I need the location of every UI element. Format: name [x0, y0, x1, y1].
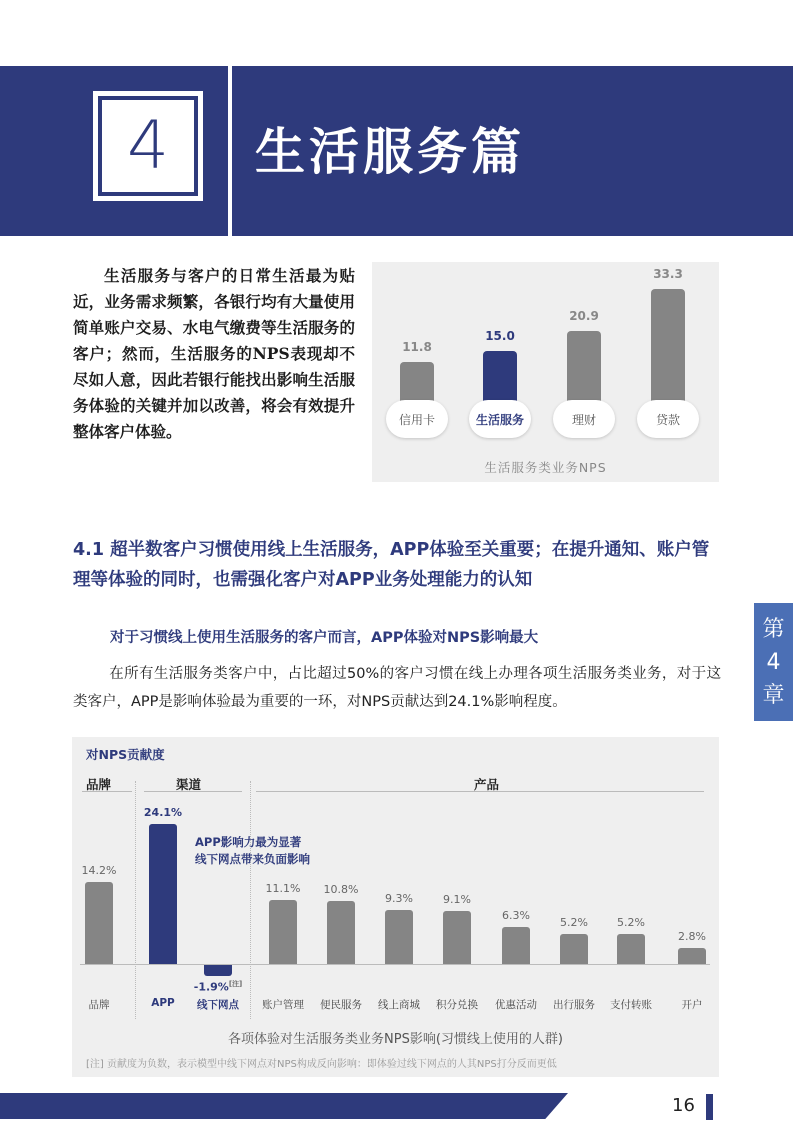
nps-chart-caption: 生活服务类业务NPS [484, 460, 607, 475]
side-tab-char: 第 [762, 616, 785, 642]
contribution-value-label: 14.2% [81, 863, 117, 877]
contribution-category-label: 账户管理 [262, 999, 304, 1011]
annotation-line: APP影响力最为显著 [195, 835, 302, 849]
nps-value-label: 20.9 [569, 309, 599, 324]
contribution-bar [560, 934, 588, 964]
nps-value-label: 11.8 [402, 340, 432, 355]
group-divider [82, 791, 132, 792]
group-separator [250, 781, 251, 1019]
section-body: 在所有生活服务类客户中，占比超过50%的客户习惯在线上办理各项生活服务类业务，对于这类客户，APP是影响体验最为重要的一环，对NPS贡献达到24.1%影响程度。 [73, 666, 721, 710]
contribution-bar [678, 948, 706, 964]
group-label: 渠道 [176, 777, 202, 792]
contribution-category-label: 品牌 [88, 999, 110, 1011]
x-axis [80, 964, 710, 965]
contribution-category-label: 优惠活动 [495, 999, 537, 1011]
page-number-marker [706, 1094, 713, 1120]
contribution-bar [385, 910, 413, 964]
contribution-chart-title: 对NPS贡献度 [86, 747, 165, 762]
chapter-number: 4 [127, 107, 169, 184]
nps-category-label: 理财 [553, 400, 615, 438]
contribution-value-label: -1.9%[注] [193, 980, 243, 994]
intro-paragraph: 生活服务与客户的日常生活最为贴近，业务需求频繁，各银行均有大量使用简单账户交易、水电气缴费等生活服务的客户；然而，生活服务的NPS表现却不尽如人意，因此若银行能找出影响生活服务体验的关键并加以改善，将会有效提升整体客户体验。 [73, 266, 355, 441]
contribution-category-label: 线上商城 [378, 999, 420, 1011]
contribution-chart-footnote: [注] 贡献度为负数，表示模型中线下网点对NPS构成反向影响：即体验过线下网点的人其NPS打分反而更低 [86, 1059, 557, 1070]
contribution-value-label: 6.3% [502, 909, 530, 923]
contribution-category-label: APP [151, 997, 175, 1009]
nps-category-label: 信用卡 [386, 400, 448, 438]
contribution-category-label: 开户 [681, 999, 703, 1011]
note-marker: [注] [228, 980, 243, 989]
contribution-category-label: 支付转账 [610, 999, 652, 1011]
section-heading: 4.1 超半数客户习惯使用线上生活服务，APP体验至关重要；在提升通知、账户管理等体验的同时，也需强化客户对APP业务处理能力的认知 [73, 540, 710, 590]
nps-category-label: 贷款 [637, 400, 699, 438]
nps-bar [651, 289, 685, 414]
contribution-bar [269, 900, 297, 964]
section-subheading: 对于习惯线上使用生活服务的客户而言，APP体验对NPS影响最大 [110, 630, 539, 646]
nps-value-label: 33.3 [653, 267, 683, 282]
contribution-chart-caption: 各项体验对生活服务类业务NPS影响(习惯线上使用的人群) [228, 1032, 563, 1047]
contribution-value-label: 2.8% [678, 929, 706, 943]
contribution-bar [85, 882, 113, 964]
contribution-value-label: 11.1% [265, 881, 301, 895]
contribution-value-label: 5.2% [617, 915, 645, 929]
contribution-category-label: 积分兑换 [436, 999, 478, 1011]
contribution-bar [149, 824, 177, 964]
page-number: 16 [672, 1095, 695, 1116]
chapter-number-box [93, 91, 203, 201]
contribution-chart [72, 737, 719, 1077]
group-divider [144, 791, 242, 792]
contribution-value-label: 10.8% [323, 883, 359, 897]
contribution-bar [443, 911, 471, 964]
contribution-value-label: 24.1% [143, 806, 183, 820]
contribution-value-label: 9.1% [443, 893, 471, 907]
contribution-value-label: 9.3% [385, 892, 413, 906]
contribution-category-label: 线下网点 [197, 999, 239, 1011]
contribution-bar [617, 934, 645, 964]
chapter-number-frame [98, 96, 198, 196]
chapter-side-tab [754, 603, 793, 721]
side-tab-char: 4 [766, 649, 781, 675]
nps-chart [372, 262, 719, 482]
contribution-bar [327, 901, 355, 964]
contribution-value-label: 5.2% [560, 915, 588, 929]
contribution-bar [502, 927, 530, 964]
footer-bar [0, 1093, 568, 1119]
contribution-category-label: 便民服务 [320, 999, 362, 1011]
nps-category-label: 生活服务 [469, 400, 531, 438]
group-divider [256, 791, 704, 792]
contribution-category-label: 出行服务 [553, 999, 595, 1011]
group-label: 产品 [474, 777, 500, 792]
nps-value-label: 15.0 [485, 329, 515, 344]
group-label: 品牌 [86, 777, 112, 792]
annotation-line: 线下网点带来负面影响 [195, 852, 310, 866]
chapter-title: 生活服务篇 [255, 123, 525, 181]
side-tab-char: 章 [762, 682, 785, 708]
contribution-bar [204, 965, 232, 976]
chart-annotation [195, 834, 310, 868]
